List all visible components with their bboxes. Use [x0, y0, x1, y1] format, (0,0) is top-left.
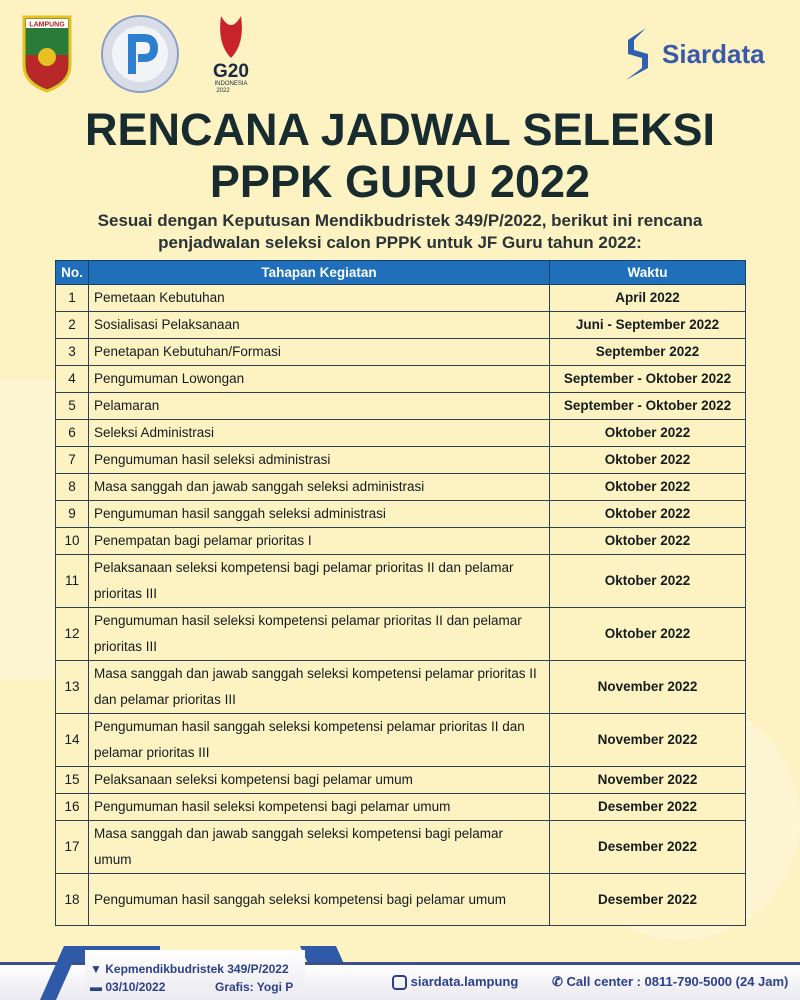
instagram-handle: siardata.lampung [410, 974, 519, 989]
cell-kegiatan: Pengumuman hasil sanggah seleksi administrasi [89, 501, 550, 528]
cell-no: 12 [56, 608, 89, 661]
table-row [56, 794, 746, 821]
table-row [56, 366, 746, 393]
footer-date [90, 980, 165, 994]
table-row [56, 339, 746, 366]
phone-icon: ✆ [552, 974, 563, 989]
title-line-2: PPPK GURU 2022 [209, 156, 591, 207]
table-row [56, 393, 746, 420]
svg-text:INDONESIA: INDONESIA [214, 81, 248, 87]
g20-logo [203, 14, 259, 94]
footer-source [90, 962, 289, 976]
lampung-logo [22, 15, 72, 93]
cell-no: 4 [56, 366, 89, 393]
cell-kegiatan: Pengumuman hasil seleksi kompetensi pelamar prioritas II dan pelamar prioritas III [89, 608, 550, 661]
cell-no: 11 [56, 555, 89, 608]
table-header-row [56, 261, 746, 285]
table-row [56, 874, 746, 926]
table-row [56, 474, 746, 501]
cell-no: 8 [56, 474, 89, 501]
cell-no: 7 [56, 447, 89, 474]
table-row [56, 420, 746, 447]
siardata-logo: Siardata [620, 26, 780, 82]
table-row [56, 285, 746, 312]
ppid-logo [100, 14, 180, 94]
cell-no: 16 [56, 794, 89, 821]
cell-kegiatan: Seleksi Administrasi [89, 420, 550, 447]
cell-waktu: September 2022 [550, 339, 746, 366]
header-waktu: Waktu [550, 261, 746, 285]
cell-waktu: Desember 2022 [550, 874, 746, 926]
cell-waktu: September - Oktober 2022 [550, 366, 746, 393]
title-line-1: RENCANA JADWAL SELEKSI [84, 104, 716, 155]
cell-waktu: November 2022 [550, 767, 746, 794]
cell-waktu: Oktober 2022 [550, 501, 746, 528]
cell-kegiatan: Pelaksanaan seleksi kompetensi bagi pelamar umum [89, 767, 550, 794]
cell-no: 2 [56, 312, 89, 339]
cell-no: 15 [56, 767, 89, 794]
cell-waktu: Oktober 2022 [550, 474, 746, 501]
cell-no: 17 [56, 821, 89, 874]
cell-kegiatan: Masa sanggah dan jawab sanggah seleksi kompetensi pelamar prioritas II dan pelamar prioritas III [89, 661, 550, 714]
cell-kegiatan: Pelaksanaan seleksi kompetensi bagi pelamar prioritas II dan pelamar prioritas III [89, 555, 550, 608]
header-kegiatan: Tahapan Kegiatan [89, 261, 550, 285]
table-row [56, 767, 746, 794]
cell-waktu: September - Oktober 2022 [550, 393, 746, 420]
cell-kegiatan: Penempatan bagi pelamar prioritas I [89, 528, 550, 555]
intro-line-2: penjadwalan seleksi calon PPPK untuk JF Guru tahun 2022: [158, 233, 642, 252]
cell-kegiatan: Sosialisasi Pelaksanaan [89, 312, 550, 339]
cell-no: 14 [56, 714, 89, 767]
cell-no: 13 [56, 661, 89, 714]
cell-kegiatan: Pengumuman Lowongan [89, 366, 550, 393]
date-text: 03/10/2022 [105, 980, 166, 994]
footer-credit: Grafis: Yogi P [215, 980, 294, 994]
cell-kegiatan: Penetapan Kebutuhan/Formasi [89, 339, 550, 366]
schedule-table [55, 260, 746, 926]
source-text: Kepmendikbudristek 349/P/2022 [105, 962, 289, 976]
instagram-icon [392, 975, 407, 990]
cell-no: 5 [56, 393, 89, 420]
pin-icon: ▼ [90, 962, 102, 976]
cell-waktu: Desember 2022 [550, 794, 746, 821]
cell-waktu: November 2022 [550, 661, 746, 714]
cell-waktu: Oktober 2022 [550, 420, 746, 447]
intro-text [30, 210, 770, 254]
cell-no: 1 [56, 285, 89, 312]
header-no: No. [56, 261, 89, 285]
cell-kegiatan: Pengumuman hasil seleksi administrasi [89, 447, 550, 474]
table-row [56, 555, 746, 608]
cell-kegiatan: Pelamaran [89, 393, 550, 420]
table-row [56, 821, 746, 874]
table-row [56, 312, 746, 339]
cell-no: 6 [56, 420, 89, 447]
table-row [56, 714, 746, 767]
calendar-icon: ▬ [90, 980, 102, 994]
intro-line-1: Sesuai dengan Keputusan Mendikbudristek 349/P/2022, berikut ini rencana [97, 211, 703, 230]
cell-waktu: Oktober 2022 [550, 555, 746, 608]
svg-text:LAMPUNG: LAMPUNG [29, 21, 65, 29]
cell-waktu: November 2022 [550, 714, 746, 767]
cell-waktu: Oktober 2022 [550, 528, 746, 555]
cell-kegiatan: Pemetaan Kebutuhan [89, 285, 550, 312]
svg-text:G20: G20 [213, 61, 249, 82]
cell-waktu: Oktober 2022 [550, 447, 746, 474]
cell-kegiatan: Pengumuman hasil seleksi kompetensi bagi pelamar umum [89, 794, 550, 821]
cell-waktu: April 2022 [550, 285, 746, 312]
footer-instagram [392, 974, 518, 990]
cell-kegiatan: Pengumuman hasil sanggah seleksi kompetensi bagi pelamar umum [89, 874, 550, 926]
callcenter-text: Call center : 0811-790-5000 (24 Jam) [566, 974, 789, 989]
cell-kegiatan: Masa sanggah dan jawab sanggah seleksi administrasi [89, 474, 550, 501]
table-row [56, 608, 746, 661]
cell-waktu: Desember 2022 [550, 821, 746, 874]
cell-kegiatan: Pengumuman hasil sanggah seleksi kompetensi pelamar prioritas II dan pelamar prioritas III [89, 714, 550, 767]
footer-callcenter [552, 974, 788, 990]
cell-waktu: Oktober 2022 [550, 608, 746, 661]
cell-no: 18 [56, 874, 89, 926]
table-row [56, 528, 746, 555]
svg-text:2022: 2022 [216, 88, 230, 94]
page-title [20, 104, 780, 208]
table-row [56, 661, 746, 714]
table-row [56, 447, 746, 474]
table-row [56, 501, 746, 528]
cell-no: 3 [56, 339, 89, 366]
cell-waktu: Juni - September 2022 [550, 312, 746, 339]
cell-kegiatan: Masa sanggah dan jawab sanggah seleksi kompetensi bagi pelamar umum [89, 821, 550, 874]
cell-no: 10 [56, 528, 89, 555]
cell-no: 9 [56, 501, 89, 528]
